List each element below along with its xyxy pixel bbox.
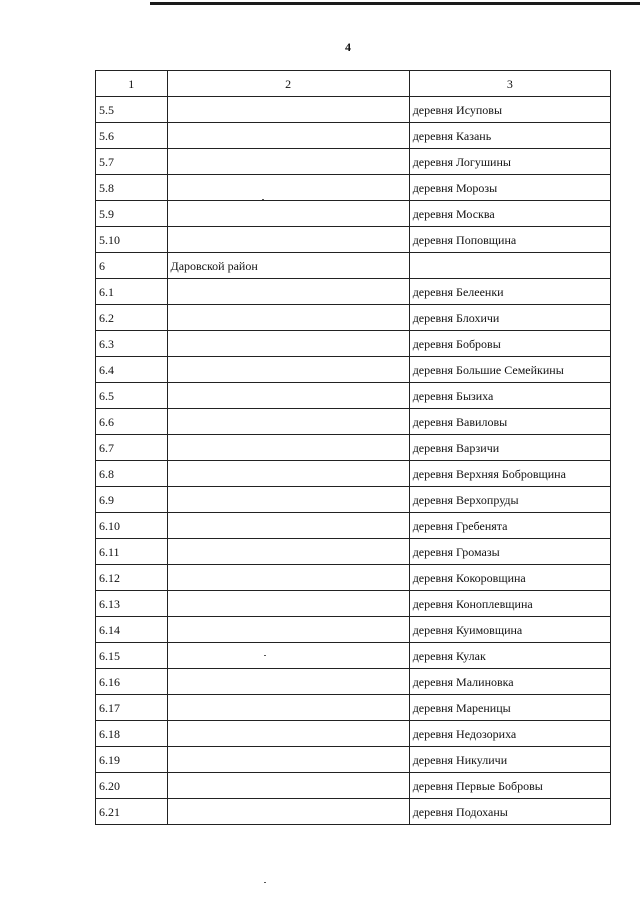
row-number-cell: 5.5 [96,97,168,123]
settlement-cell: деревня Большие Семейкины [409,357,610,383]
district-cell [167,175,409,201]
table-row [96,773,611,799]
scan-speck [264,655,266,656]
district-cell [167,331,409,357]
settlement-cell: деревня Коноплевщина [409,591,610,617]
settlement-cell: деревня Блохичи [409,305,610,331]
settlement-cell: деревня Гребенята [409,513,610,539]
table-row [96,409,611,435]
settlement-cell: деревня Верхняя Бобровщина [409,461,610,487]
settlements-table [95,70,611,825]
district-cell [167,409,409,435]
table-row [96,461,611,487]
district-cell [167,97,409,123]
top-edge-rule [150,2,640,5]
row-number-cell: 6.1 [96,279,168,305]
settlement-cell: деревня Первые Бобровы [409,773,610,799]
district-cell [167,643,409,669]
district-cell: Даровской район [167,253,409,279]
row-number-cell: 6.21 [96,799,168,825]
table-row [96,253,611,279]
district-cell [167,721,409,747]
settlement-cell: деревня Бызиха [409,383,610,409]
row-number-cell: 6.5 [96,383,168,409]
row-number-cell: 6.7 [96,435,168,461]
settlement-cell: деревня Куимовщина [409,617,610,643]
table-row [96,227,611,253]
district-cell [167,617,409,643]
table-row [96,695,611,721]
row-number-cell: 5.10 [96,227,168,253]
row-number-cell: 6.2 [96,305,168,331]
table-row [96,305,611,331]
table-row [96,565,611,591]
settlement-cell: деревня Логушины [409,149,610,175]
district-cell [167,149,409,175]
settlement-cell: деревня Малиновка [409,669,610,695]
district-cell [167,747,409,773]
settlement-cell: деревня Москва [409,201,610,227]
district-cell [167,201,409,227]
settlement-cell: деревня Белеенки [409,279,610,305]
table-row [96,799,611,825]
district-cell [167,773,409,799]
row-number-cell: 6.17 [96,695,168,721]
district-cell [167,461,409,487]
row-number-cell: 6.12 [96,565,168,591]
header-cell-col-2: 2 [167,71,409,97]
settlement-cell: деревня Никуличи [409,747,610,773]
district-cell [167,383,409,409]
table-row [96,123,611,149]
row-number-cell: 6.16 [96,669,168,695]
scan-speck [264,882,266,883]
settlement-cell: деревня Исуповы [409,97,610,123]
district-cell [167,227,409,253]
row-number-cell: 6.19 [96,747,168,773]
table-row [96,201,611,227]
settlement-cell: деревня Казань [409,123,610,149]
settlement-cell: деревня Недозориха [409,721,610,747]
table-row [96,175,611,201]
district-cell [167,669,409,695]
row-number-cell: 5.9 [96,201,168,227]
district-cell [167,565,409,591]
table-row [96,539,611,565]
district-cell [167,799,409,825]
district-cell [167,695,409,721]
district-cell [167,435,409,461]
district-cell [167,513,409,539]
row-number-cell: 5.6 [96,123,168,149]
settlement-cell: деревня Подоханы [409,799,610,825]
table-row [96,591,611,617]
settlement-cell: деревня Поповщина [409,227,610,253]
page-number: 4 [345,40,351,54]
district-cell [167,539,409,565]
header-cell-col-1: 1 [96,71,168,97]
row-number-cell: 6.18 [96,721,168,747]
settlement-cell: деревня Морозы [409,175,610,201]
table-row [96,643,611,669]
table-row [96,383,611,409]
row-number-cell: 6 [96,253,168,279]
settlement-cell: деревня Вавиловы [409,409,610,435]
row-number-cell: 6.14 [96,617,168,643]
table-row [96,97,611,123]
table-row [96,279,611,305]
row-number-cell: 6.15 [96,643,168,669]
table-row [96,331,611,357]
row-number-cell: 6.4 [96,357,168,383]
row-number-cell: 5.8 [96,175,168,201]
row-number-cell: 6.6 [96,409,168,435]
row-number-cell: 6.13 [96,591,168,617]
header-cell-col-3: 3 [409,71,610,97]
row-number-cell: 6.9 [96,487,168,513]
settlement-cell [409,253,610,279]
table-row [96,435,611,461]
table-row [96,357,611,383]
row-number-cell: 6.11 [96,539,168,565]
settlement-cell: деревня Верхопруды [409,487,610,513]
row-number-cell: 6.3 [96,331,168,357]
table-row [96,149,611,175]
table-row [96,669,611,695]
settlement-cell: деревня Кокоровщина [409,565,610,591]
scan-speck [262,199,264,200]
table-row [96,487,611,513]
district-cell [167,279,409,305]
district-cell [167,591,409,617]
row-number-cell: 6.20 [96,773,168,799]
row-number-cell: 6.8 [96,461,168,487]
table-row [96,747,611,773]
settlement-cell: деревня Бобровы [409,331,610,357]
row-number-cell: 6.10 [96,513,168,539]
district-cell [167,487,409,513]
district-cell [167,305,409,331]
table-row [96,721,611,747]
table-row [96,513,611,539]
settlement-cell: деревня Громазы [409,539,610,565]
settlement-cell: деревня Кулак [409,643,610,669]
district-cell [167,123,409,149]
row-number-cell: 5.7 [96,149,168,175]
table-row [96,617,611,643]
table-header-row [96,71,611,97]
settlement-cell: деревня Мареницы [409,695,610,721]
settlement-cell: деревня Варзичи [409,435,610,461]
district-cell [167,357,409,383]
